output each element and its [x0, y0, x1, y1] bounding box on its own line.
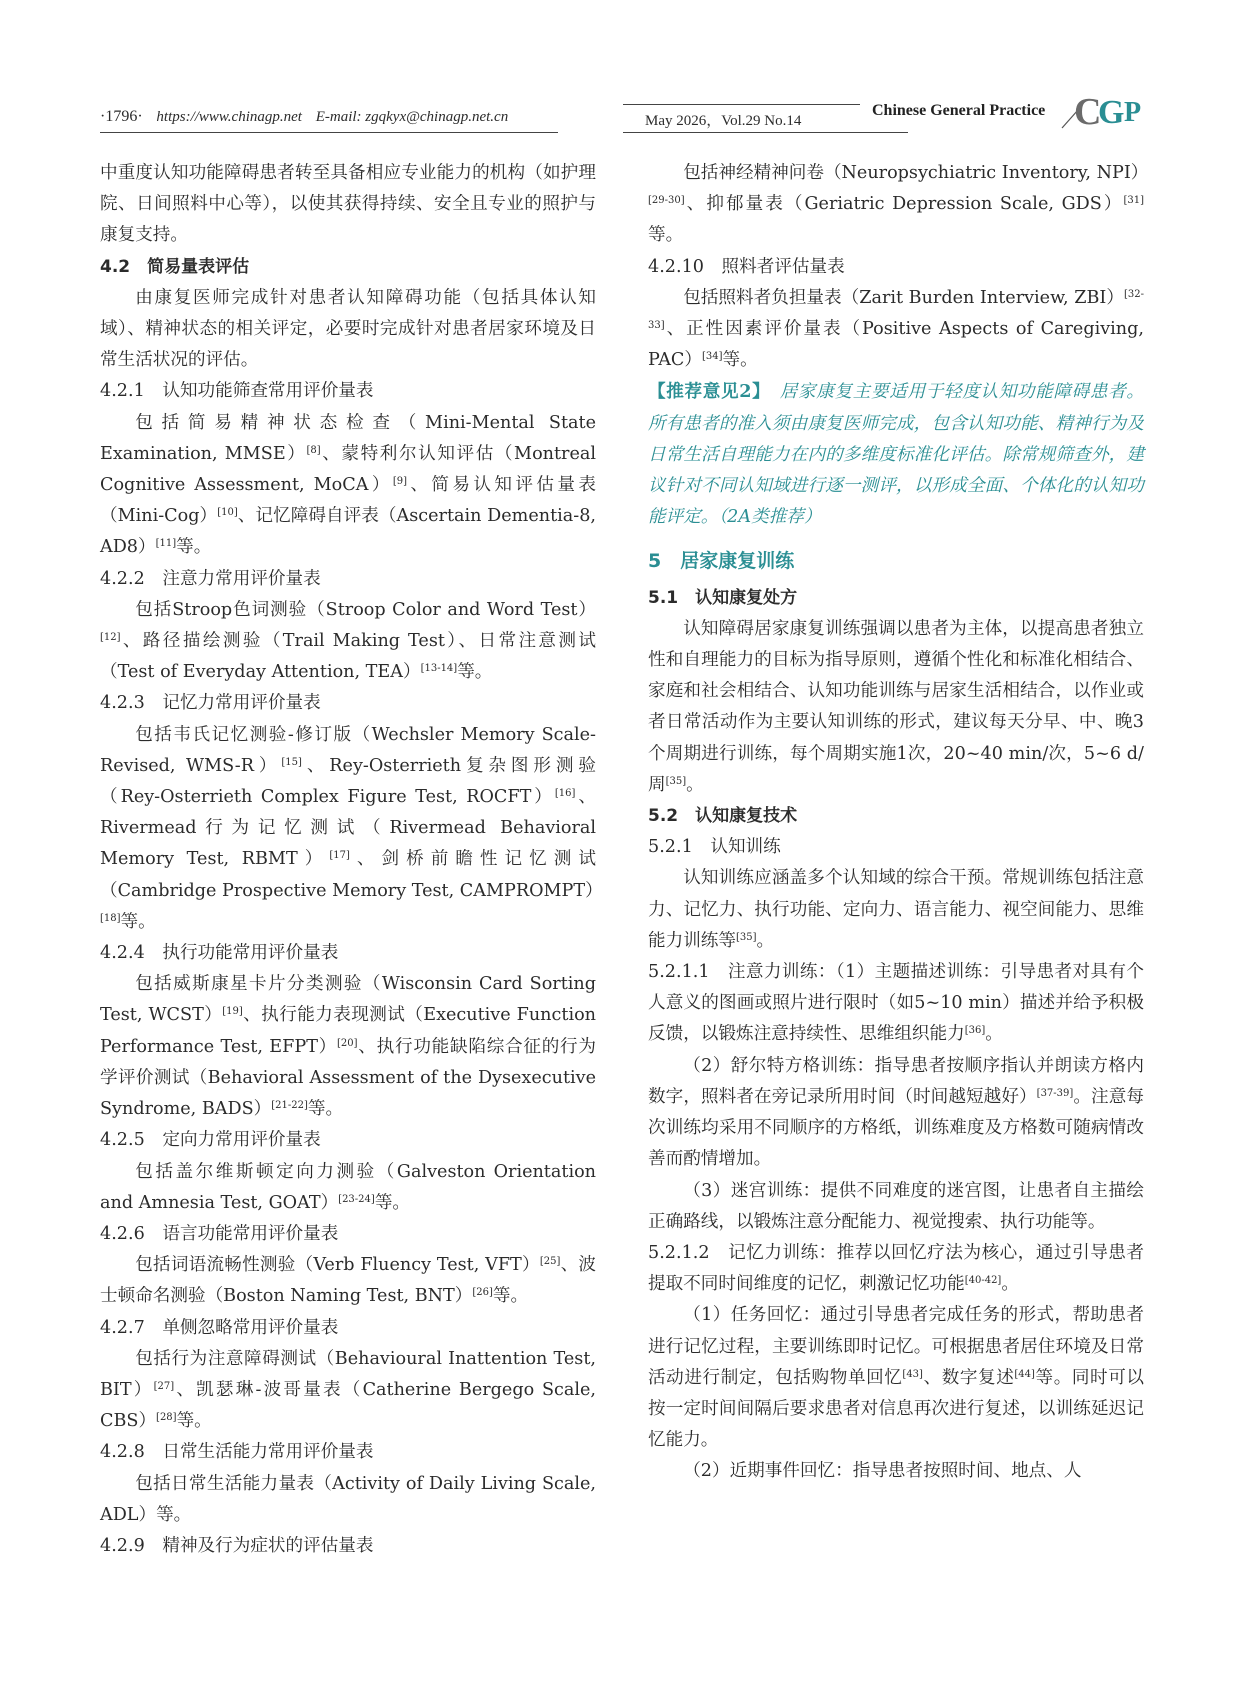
body-paragraph: [100, 1157, 596, 1219]
section-heading: 4.2 简易量表评估: [100, 256, 250, 277]
citation-ref[interactable]: [9]: [392, 476, 407, 488]
header-left: [100, 108, 508, 126]
recommendation-box: [648, 376, 1144, 533]
page-header: [100, 88, 1150, 136]
text-run: 等。: [307, 1099, 344, 1120]
text-run: 包括行为注意障碍测试（Behavioural Inattention Test, BIT）: [100, 1348, 596, 1400]
right-column: [648, 158, 1149, 1488]
header-rule-right-top: [623, 104, 860, 105]
citation-ref[interactable]: [29-30]: [648, 195, 685, 207]
header-rule-right-bottom: [623, 132, 908, 133]
citation-ref[interactable]: [21-22]: [271, 1100, 308, 1112]
journal-name: Chinese General Practice: [872, 102, 1046, 119]
text-run: 、剑桥前瞻性记忆测试（Cambridge Prospective Memory Test, CAMPROMPT）: [100, 849, 603, 901]
text-run: 包括神经精神问卷（Neuropsychiatric Inventory, NPI）: [683, 163, 1149, 183]
text-run: 等。同时可以按一定时间间隔后要求患者对信息再次进行复述，以训练延迟记忆能力。: [648, 1367, 1144, 1451]
subsection-heading: 4.2.8 日常生活能力常用评价量表: [100, 1442, 374, 1463]
text-run: 等。: [648, 225, 684, 246]
left-column: [100, 158, 603, 1562]
text-run: 等。: [176, 537, 212, 558]
citation-ref[interactable]: [11]: [155, 538, 177, 550]
page-number: ·1796·: [100, 108, 143, 125]
body-paragraph: [100, 408, 596, 564]
citation-ref[interactable]: [12]: [100, 632, 121, 644]
section-heading: 5.2 认知康复技术: [648, 806, 798, 827]
subsection-heading: 4.2.6 语言功能常用评价量表: [100, 1223, 339, 1244]
citation-ref[interactable]: [44]: [1014, 1368, 1035, 1380]
citation-ref[interactable]: [18]: [100, 912, 121, 924]
subsection-heading: 4.2.3 记忆力常用评价量表: [100, 693, 321, 714]
text-run: 5.2.1.1 注意力训练：（1）主题描述训练：引导患者对具有个人意义的图画或照片进行限时（如5~10 min）描述并给予积极反馈，以锻炼注意持续性、思维组织能力: [648, 962, 1144, 1045]
body-paragraph: [100, 969, 596, 1125]
body-paragraph: [100, 720, 603, 938]
subsection-heading: 5.2.1 认知训练: [648, 837, 781, 858]
body-paragraph: [648, 614, 1144, 801]
text-run: 等。: [120, 911, 156, 932]
journal-url[interactable]: https://www.chinagp.net: [156, 109, 302, 125]
citation-ref[interactable]: [32-33]: [648, 288, 1144, 332]
body-paragraph: 中重度认知功能障碍患者转至具备相应专业能力的机构（如护理院、日间照料中心等），以使其获得持续、安全且专业的照护与康复支持。: [100, 163, 596, 246]
body-paragraph: [100, 1344, 596, 1438]
citation-ref[interactable]: [19]: [222, 1006, 243, 1018]
text-run: 、蒙特利尔认知评估（Montreal Cognitive Assessment, MoCA）: [100, 443, 596, 496]
body-paragraph: [648, 1238, 1144, 1300]
cgp-logo-icon: [1060, 90, 1152, 130]
citation-ref[interactable]: [35]: [735, 931, 757, 943]
citation-ref[interactable]: [37-39]: [1036, 1087, 1074, 1099]
citation-ref[interactable]: [34]: [701, 351, 723, 363]
text-run: 包括照料者负担量表（Zarit Burden Interview, ZBI）: [683, 287, 1124, 308]
text-run: 等。: [176, 1411, 212, 1432]
text-run: 包括盖尔维斯顿定向力测验（Galveston Orientation and Amnesia Test, GOAT）: [100, 1161, 596, 1213]
text-run: 、记忆障碍自评表（Ascertain Dementia-8, AD8）: [100, 506, 596, 558]
text-run: 、简易认知评估量表（Mini-Cog）: [100, 475, 596, 527]
citation-ref[interactable]: [20]: [337, 1037, 358, 1049]
text-run: 、Rey-Osterrieth复杂图形测验（Rey-Osterrieth Complex Figure Test, ROCFT）: [100, 755, 596, 808]
body-paragraph: [648, 283, 1144, 377]
text-run: 包括威斯康星卡片分类测验（Wisconsin Card Sorting Test, WCST）: [100, 974, 596, 1026]
header-rule-left: [100, 132, 558, 133]
text-run: 、抑郁量表（Geriatric Depression Scale, GDS）: [684, 194, 1124, 215]
text-run: 。注意每次训练均采用不同顺序的方格纸，训练难度及方格数可随病情改善而酌情增加。: [648, 1086, 1144, 1170]
body-paragraph: （2）近期事件回忆：指导患者按照时间、地点、人: [683, 1461, 1082, 1482]
text-run: 、数字复述: [922, 1367, 1015, 1388]
text-run: 包括词语流畅性测验（Verb Fluency Test, VFT）: [135, 1255, 540, 1276]
citation-ref[interactable]: [35]: [665, 775, 687, 787]
text-run: 等。: [722, 350, 758, 371]
citation-ref[interactable]: [36]: [964, 1025, 986, 1037]
text-run: （2）舒尔特方格训练：指导患者按顺序指认并朗读方格内数字，照料者在旁记录所用时间（时间越短越好）: [648, 1055, 1144, 1107]
citation-ref[interactable]: [40-42]: [964, 1275, 1002, 1287]
svg-text:C: C: [1074, 91, 1102, 130]
text-run: 等。: [457, 662, 493, 683]
chapter-heading: 5 居家康复训练: [648, 550, 795, 573]
svg-text:G: G: [1098, 94, 1125, 130]
text-run: 。: [1001, 1274, 1019, 1295]
body-paragraph: [648, 1300, 1144, 1456]
text-run: 认知训练应涵盖多个认知域的综合干预。常规训练包括注意力、记忆力、执行功能、定向力、语言能力、视空间能力、思维能力训练等: [648, 868, 1144, 951]
body-paragraph: [648, 158, 1149, 252]
citation-ref[interactable]: [26]: [472, 1287, 493, 1299]
subsection-heading: 4.2.2 注意力常用评价量表: [100, 568, 321, 589]
subsection-heading: 4.2.4 执行功能常用评价量表: [100, 943, 339, 964]
text-run: （1）任务回忆：通过引导患者完成任务的形式，帮助患者进行记忆过程，主要训练即时记忆。可根据患者居住环境及日常活动进行制定，包括购物单回忆: [648, 1305, 1144, 1388]
subsection-heading: 4.2.9 精神及行为症状的评估量表: [100, 1535, 374, 1556]
citation-ref[interactable]: [13-14]: [420, 663, 458, 675]
body-paragraph: [648, 1051, 1144, 1176]
citation-ref[interactable]: [17]: [329, 850, 350, 862]
text-run: 认知障碍居家康复训练强调以患者为主体，以提高患者独立性和自理能力的目标为指导原则，遵循个性化和标准化相结合、家庭和社会相结合、认知功能训练与居家生活相结合，以作业或者日常活动作为主要认知训练的形式，建议每天分早、中、晚3个周期进行训练，每个周期实施1次，20~40 min/次，5~6 d/周: [648, 618, 1144, 795]
text-run: 。: [985, 1024, 1003, 1045]
recommendation-label: 【推荐意见2】: [648, 381, 762, 403]
body-paragraph: 包括日常生活能力量表（Activity of Daily Living Scale, ADL）等。: [100, 1473, 596, 1525]
body-paragraph: [648, 957, 1144, 1051]
citation-ref[interactable]: [16]: [554, 788, 576, 800]
text-run: 等。: [374, 1192, 411, 1213]
text-run: 、执行能力表现测试（Executive Function Performance Test, EFPT）: [100, 1005, 596, 1057]
section-heading: 5.1 认知康复处方: [648, 587, 798, 608]
recommendation-text: 居家康复主要适用于轻度认知功能障碍患者。所有患者的准入须由康复医师完成，包含认知功能、精神行为及日常生活自理能力在内的多维度标准化评估。除常规筛查外，建议针对不同认知域进行逐一测评，以形成全面、个体化的认知功能评定。（2A类推荐）: [648, 382, 1144, 528]
subsection-heading: 4.2.10 照料者评估量表: [648, 256, 845, 277]
subsection-heading: 4.2.1 认知功能筛查常用评价量表: [100, 381, 374, 402]
citation-ref[interactable]: [28]: [156, 1412, 177, 1424]
citation-ref[interactable]: [8]: [306, 444, 321, 456]
body-paragraph: （3）迷宫训练：提供不同难度的迷宫图，让患者自主描绘正确路线，以锻炼注意分配能力、视觉搜索、执行功能等。: [648, 1180, 1144, 1232]
body-paragraph: 由康复医师完成针对患者认知障碍功能（包括具体认知域）、精神状态的相关评定，必要时完成针对患者居家环境及日常生活状况的评估。: [100, 287, 596, 371]
text-run: 、正性因素评价量表（Positive Aspects of Caregiving, PAC）: [648, 319, 1144, 371]
issue-info: May 2026，Vol.29 No.14: [645, 113, 802, 129]
body-paragraph: [100, 1250, 596, 1312]
citation-ref[interactable]: [15]: [281, 756, 302, 768]
text-run: 、Rivermead行为记忆测试（Rivermead Behavioral Memory Test, RBMT）: [100, 787, 596, 870]
journal-email[interactable]: E-mail: zgqkyx@chinagp.net.cn: [315, 109, 509, 125]
text-run: 等。: [492, 1286, 529, 1307]
text-run: 、凯瑟琳-波哥量表（Catherine Bergego Scale, CBS）: [100, 1379, 596, 1432]
text-run: 5.2.1.2 记忆力训练：推荐以回忆疗法为核心，通过引导患者提取不同时间维度的记忆，刺激记忆功能: [648, 1242, 1144, 1295]
subsection-heading: 4.2.7 单侧忽略常用评价量表: [100, 1317, 339, 1338]
text-run: 包括韦氏记忆测验-修订版（Wechsler Memory Scale-Revised, WMS-R）: [100, 724, 596, 776]
body-paragraph: [100, 595, 596, 689]
text-run: 。: [686, 774, 704, 795]
citation-ref[interactable]: [25]: [539, 1256, 561, 1268]
svg-text:P: P: [1124, 97, 1142, 128]
citation-ref[interactable]: [43]: [902, 1368, 923, 1380]
text-run: 、波士顿命名测验（Boston Naming Test, BNT）: [100, 1255, 596, 1307]
text-run: 。: [756, 930, 775, 951]
citation-ref[interactable]: [31]: [1123, 195, 1144, 207]
text-run: 、路径描绘测验（Trail Making Test）、日常注意测试（Test of Everyday Attention, TEA）: [100, 631, 596, 683]
text-run: 包括简易精神状态检查（Mini-Mental State Examination, MMSE）: [100, 412, 596, 464]
body-paragraph: [648, 863, 1144, 957]
text-run: 、执行功能缺陷综合征的行为学评价测试（Behavioral Assessment of the Dysexecutive Syndrome, BADS）: [100, 1036, 596, 1120]
citation-ref[interactable]: [10]: [217, 507, 238, 519]
citation-ref[interactable]: [27]: [153, 1380, 175, 1392]
text-run: 包括Stroop色词测验（Stroop Color and Word Test）: [135, 599, 596, 620]
citation-ref[interactable]: [23-24]: [338, 1193, 375, 1205]
subsection-heading: 4.2.5 定向力常用评价量表: [100, 1130, 321, 1151]
